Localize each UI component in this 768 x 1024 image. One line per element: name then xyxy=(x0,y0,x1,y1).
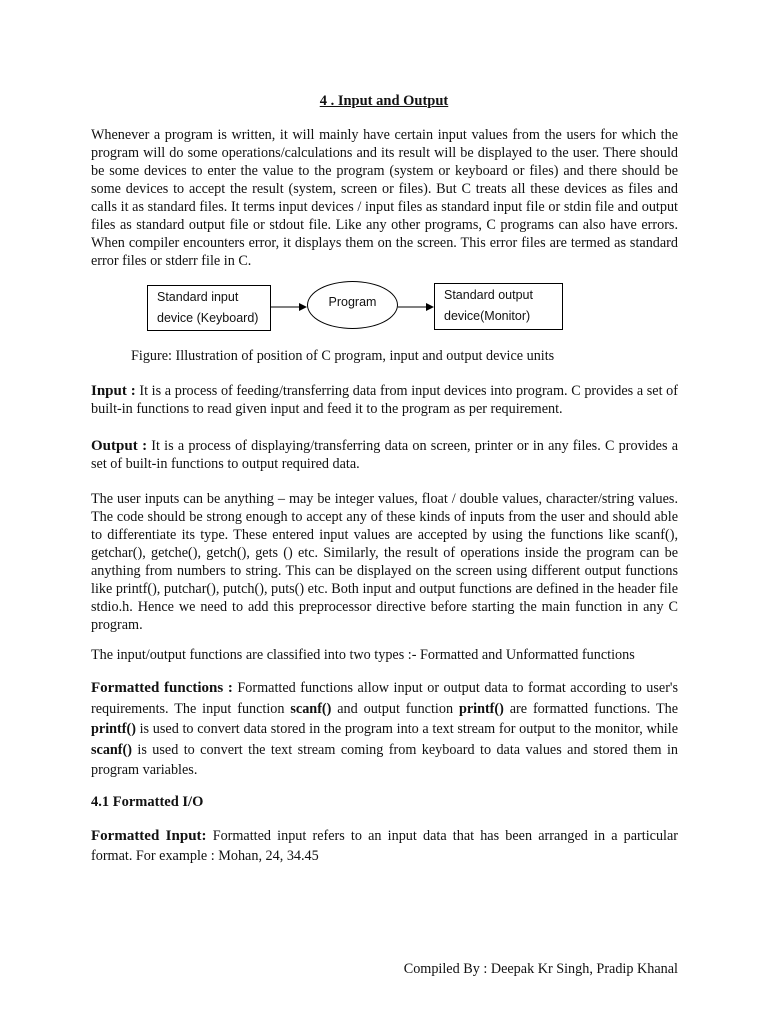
scanf-term-1: scanf() xyxy=(290,700,332,717)
input-device-label-line2: device (Keyboard) xyxy=(157,311,259,325)
page-footer: Compiled By : Deepak Kr Singh, Pradip Khanal xyxy=(403,961,678,977)
figure-caption: Figure: Illustration of position of C program, input and output device units xyxy=(131,348,555,364)
formatted-text-4: is used to convert data stored in the program into a text stream for output to the monitor, while xyxy=(135,721,678,738)
section-heading: 4.1 Formatted I/O xyxy=(91,794,204,810)
types-paragraph: The input/output functions are classified into two types :- Formatted and Unformatted functions xyxy=(91,647,635,663)
title-text: 4 . Input and Output xyxy=(319,93,449,109)
output-term: Output : xyxy=(91,438,148,454)
formatted-text-5: is used to convert the text stream coming from keyboard to data values and stored them in program variables. xyxy=(91,741,678,779)
input-device-label-line1: Standard input xyxy=(157,290,239,304)
output-device-label-line2: device(Monitor) xyxy=(444,309,531,323)
input-term: Input : xyxy=(91,383,136,399)
output-device-label-line1: Standard output xyxy=(444,288,533,302)
input-definition xyxy=(91,382,678,418)
program-label: Program xyxy=(328,295,377,309)
intro-paragraph: Whenever a program is written, it will mainly have certain input values from the users for which the program will do some operations/calculations and its result will be displayed to the user. There should be some devices to enter the value to the program (system or keyboard or files) and there should be some devices to accept the result (system, screen or files). But C treats all these devices as files and calls it as standard files. It terms input devices / input files as standard input file or stdin file and output files as standard output file or stdout file. Like any other programs, C programs can also have errors. When compiler encounters error, it displays them on the screen. This error files are termed as standard error files or stderr file in C. xyxy=(91,127,678,269)
formatted-text-1: Formatted functions allow input or output data to format according to user's requirements. The input function xyxy=(91,680,679,717)
formatted-input-term: Formatted Input: xyxy=(91,828,207,844)
output-definition xyxy=(91,437,678,473)
scanf-term-2: scanf() xyxy=(91,741,132,758)
user-inputs-paragraph: The user inputs can be anything – may be integer values, float / double values, character/string values. The code should be strong enough to accept any of these kinds of inputs from the user and should able to differentiate its type. These entered input values are accepted by using the functions like scanf(), getchar(), getche(), getch(), gets () etc. Similarly, the result of operations inside the program can be anything from numbers to string. This can be displayed on the screen using different output functions like printf(), putchar(), putch(), puts() etc. Both input and output functions are defined in the header file stdio.h. Hence we need to add this preprocessor directive before starting the main function in any C program. xyxy=(91,491,679,633)
formatted-functions-paragraph xyxy=(91,678,678,781)
formatted-text-2: and output function xyxy=(331,700,459,717)
input-text: It is a process of feeding/transferring data from input devices into program. C provides a set of built-in functions to read given input and feed it to the program as per requirement. xyxy=(91,383,679,417)
printf-term-1: printf() xyxy=(458,700,504,717)
formatted-term: Formatted functions : xyxy=(91,680,233,696)
formatted-text-3: are formatted functions. The xyxy=(503,700,679,717)
formatted-input-paragraph xyxy=(91,826,678,866)
output-text: It is a process of displaying/transferring data on screen, printer or in any files. C provides a set of built-in functions to output required data. xyxy=(91,438,678,472)
formatted-input-text: Formatted input refers to an input data that has been arranged in a particular format. For example : Mohan, 24, 34.45 xyxy=(91,828,678,864)
printf-term-2: printf() xyxy=(91,721,136,738)
